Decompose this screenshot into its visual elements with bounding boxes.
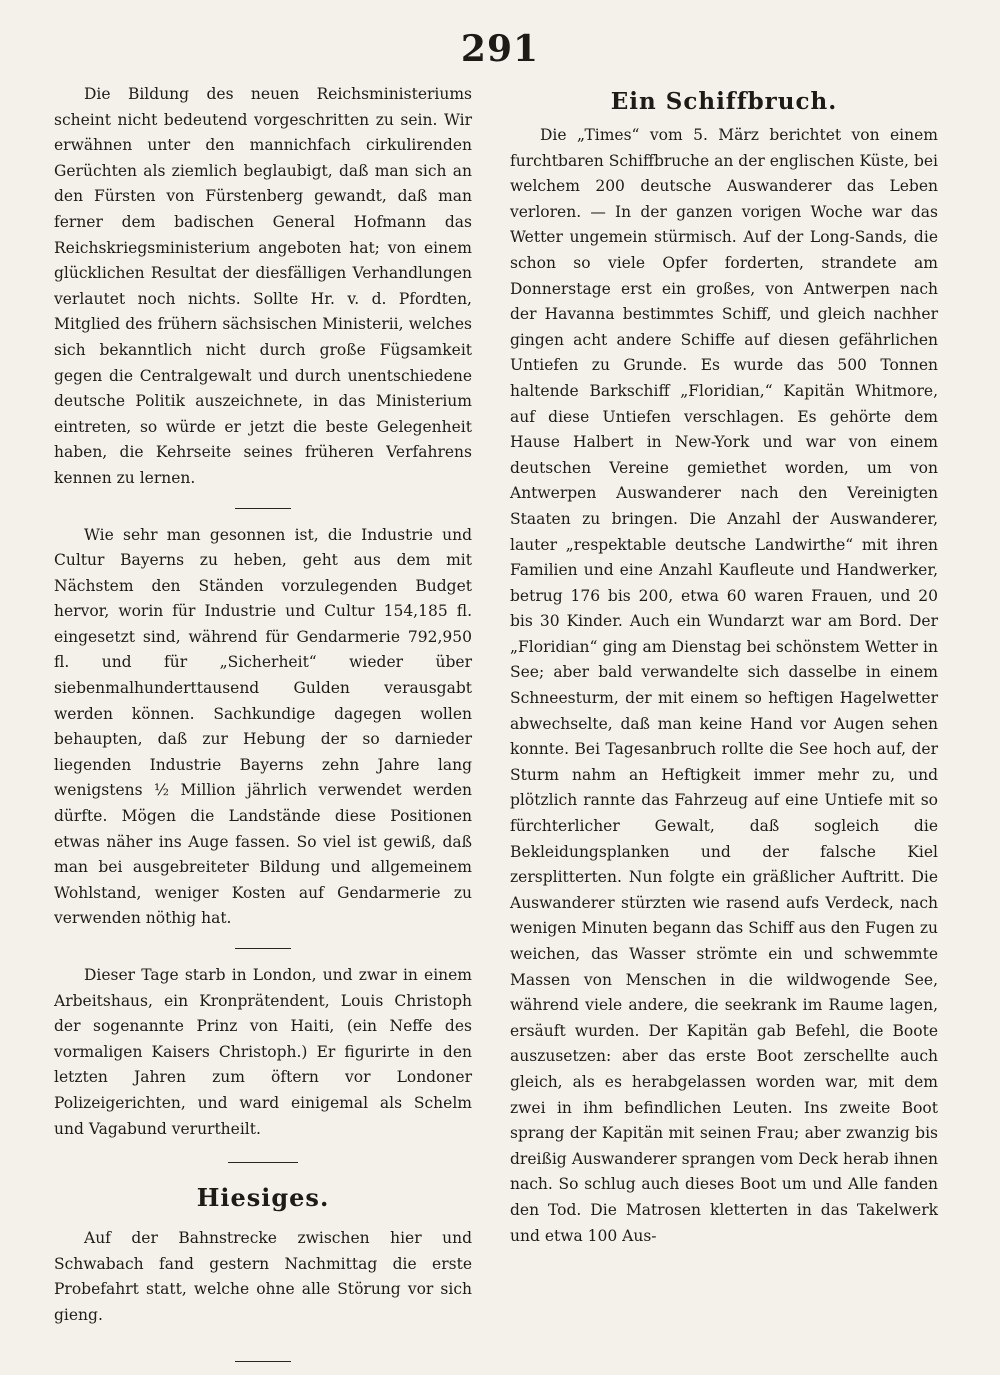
separator-rule — [235, 508, 291, 509]
article-prinz-haiti: Dieser Tage starb in London, und zwar in einem Arbeitshaus, ein Kronprätendent, Louis Christoph der sogenannte Prinz von Haiti, (ein Neffe des vormaligen Kaisers Christoph.) Er figurirte in den letzten Jahren zum öftern vor Londoner Polizeigerichten, und ward einigemal als Schelm und Vagabund verurtheilt. — [54, 966, 472, 1138]
section-heading-schiffbruch: Ein Schiffbruch. — [610, 88, 838, 115]
article-schiffbruch: Die „Times“ vom 5. März berichtet von einem furchtbaren Schiffbruche an der englischen Küste, bei welchem 200 deutsche Auswanderer das Leben verloren. — In der ganzen vorigen Woche war das Wetter ungemein stürmisch. Auf der Long-Sands, die schon so viele Opfer forderten, strandete am Donnerstage erst ein großes, von Antwerpen nach der Havanna bestimmtes Schiff, und gleich nachher gingen acht andere Schiffe auf diesen gefährlichen Untiefen zu Grunde. Es wurde das 500 Tonnen haltende Barkschiff „Floridian,“ Kapitän Whitmore, auf diese Untiefen verschlagen. Es gehörte dem Hause Halbert in New-York und war von einem deutschen Vereine gemiethet worden, um von Antwerpen Auswanderer nach den Vereinigten Staaten zu bringen. Die Anzahl der Auswanderer, lauter „respektable deutsche Landwirthe“ mit ihren Familien und eine Anzahl Kaufleute und Handwerker, betrug 176 bis 200, etwa 60 waren Frauen, und 20 bis 30 Kinder. Auch ein Wundarzt war am Bord. Der „Floridian“ ging am Dienstag bei schönstem Wetter in See; aber bald verwandelte sich dasselbe in einem Schneesturm, der mit einem so heftigen Hagelwetter abwechselte, daß man keine Hand vor Augen sehen konnte. Bei Tagesanbruch rollte die See hoch auf, der Sturm nahm an Heftigkeit immer mehr zu, und plötzlich rannte das Fahrzeug auf eine Untiefe mit so fürchterlicher Gewalt, daß sogleich die Bekleidungsplanken und der falsche Kiel zersplitterten. Nun folgte ein gräßlicher Auftritt. Die Auswanderer stürzten wie rasend aufs Verdeck, nach wenigen Minuten begann das Schiff aus den Fugen zu weichen, das Wasser strömte ein und schwemmte Massen von Menschen in die wildwogende See, während viele andere, die seekrank im Raume lagen, ersäuft wurden. Der Kapitän gab Befehl, die Boote auszusetzen: aber das erste Boot zerschellte auch gleich, als es herabgelassen worden war, mit dem zwei in ihm befindlichen Leuten. Ins zweite Boot sprang der Kapitän mit seinen Frau; aber zwanzig bis dreißig Auswanderer sprangen vom Deck herab ihnen nach. So schlug auch dieses Boot um und Alle fanden den Tod. Die Matrosen kletterten in das Takelwerk und etwa 100 Aus- — [510, 126, 938, 1245]
right-column — [510, 82, 938, 1249]
page-number: 291 — [460, 28, 540, 70]
left-column — [54, 82, 472, 1362]
section-heading-hiesiges: Hiesiges. — [196, 1183, 330, 1213]
article-reichsministerium: Die Bildung des neuen Reichsministeriums scheint nicht bedeutend vorgeschritten zu sein. Wir erwähnen unter den mannichfach cirkulirenden Gerüchten als ziemlich beglaubigt, daß man sich an den Fürsten von Fürstenberg gewandt, daß man ferner dem badischen General Hofmann das Reichskriegsministerium angeboten hat; von einem glücklichen Resultat der diesfälligen Verhandlungen verlautet noch nichts. Sollte Hr. v. d. Pfordten, Mitglied des frühern sächsischen Ministerii, welches sich bekanntlich nicht durch große Fügsamkeit gegen die Centralgewalt und durch unentschiedene deutsche Politik auszeichnete, in das Ministerium eintreten, so würde er jetzt die beste Gelegenheit haben, die Kehrseite seines früheren Verfahrens kennen zu lernen. — [54, 85, 472, 487]
separator-rule — [235, 948, 291, 949]
separator-rule — [228, 1162, 298, 1163]
end-rule — [235, 1361, 291, 1362]
article-budget-bayern: Wie sehr man gesonnen ist, die Industrie und Cultur Bayerns zu heben, geht aus dem mit Nächstem den Ständen vorzulegenden Budget hervor, worin für Industrie und Cultur 154,185 fl. eingesetzt sind, während für Gendarmerie 792,950 fl. und für „Sicherheit“ wieder über siebenmalhunderttausend Gulden verausgabt werden können. Sachkundige dagegen wollen behaupten, daß zur Hebung der so darnieder liegenden Industrie Bayerns zehn Jahre lang wenigstens ½ Million jährlich verwendet werden dürfte. Mögen die Landstände diese Positionen etwas näher ins Auge fassen. So viel ist gewiß, daß man bei ausgebreiteter Bildung und allgemeinem Wohlstand, weniger Kosten auf Gendarmerie zu verwenden nöthig hat. — [54, 525, 472, 928]
article-probefahrt: Auf der Bahnstrecke zwischen hier und Schwabach fand gestern Nachmittag die erste Probefahrt statt, welche ohne alle Störung vor sich gieng. — [54, 1229, 472, 1324]
